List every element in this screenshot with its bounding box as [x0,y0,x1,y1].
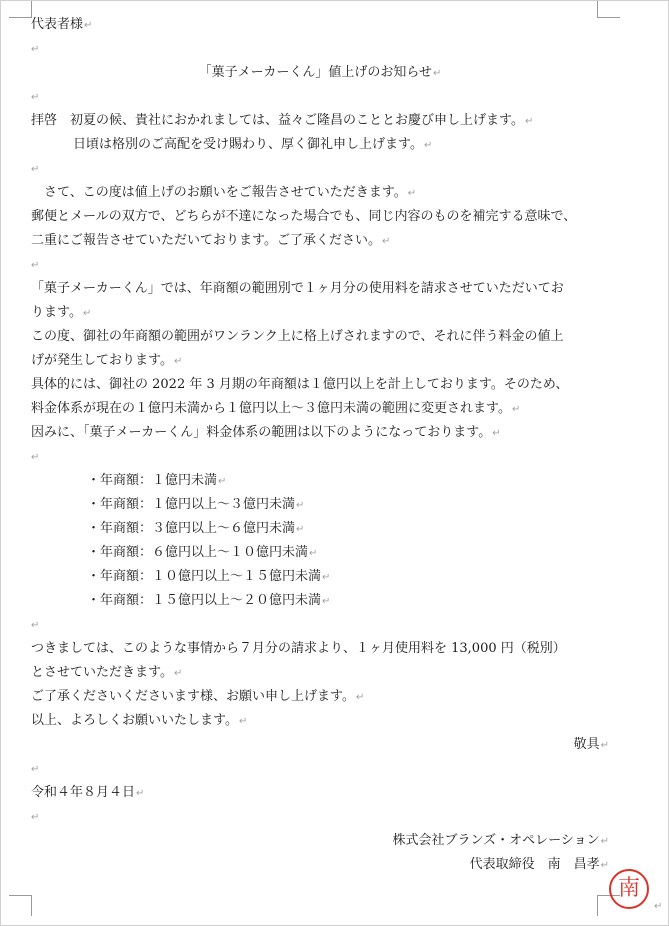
blank-line[interactable] [31,37,609,61]
closing-line[interactable] [31,733,609,757]
blank-line[interactable] [31,613,609,637]
body-text: つきましては、このような事情から７月分の請求より、１ヶ月使用料を 13,000 円（税別） [31,641,566,656]
paragraph-mark: ↵ [218,476,227,487]
greeting-text: 日頃は格別のご高配を受け賜わり、厚く御礼申し上げます。 [73,137,423,152]
paragraph-mark: ↵ [173,668,183,679]
paragraph-mark: ↵ [31,764,40,775]
body-text: 以上、よろしくお願いいたします。 [31,713,238,728]
body-text: 「菓子メーカーくん」では、年商額の範囲別で１ヶ月分の使用料を請求させていただいてお [31,281,564,296]
body-text: 料金体系が現在の１億円未満から１億円以上～３億円未満の範囲に変更されます。 [31,401,511,416]
paragraph-mark: ↵ [309,548,318,559]
tier-text: ・年商額：１５億円以上～２０億円未満 [87,593,322,608]
body-text: さて、この度は値上げのお願いをご報告させていただきます。 [31,185,407,200]
body-text: ご了承くださいくださいます様、お願い申し上げます。 [31,689,355,704]
body-line[interactable] [31,205,609,229]
body-line[interactable] [31,421,609,445]
tier-item[interactable] [31,565,609,589]
tier-item[interactable] [31,493,609,517]
paragraph-mark: ↵ [322,572,331,583]
paragraph-mark: ↵ [423,140,433,151]
tier-item[interactable] [31,469,609,493]
body-text: 因みに、「菓子メーカーくん」料金体系の範囲は以下のようになっております。 [31,425,492,440]
margin-corner-top-left [9,1,32,18]
title-text: 「菓子メーカーくん」値上げのお知らせ [198,65,432,80]
body-text: げが発生しております。 [31,353,173,368]
paragraph-mark: ↵ [296,524,305,535]
date-text: 令和４年８月４日 [31,785,136,800]
body-line[interactable] [31,325,609,349]
blank-line[interactable] [31,85,609,109]
paragraph-mark: ↵ [31,812,40,823]
blank-line[interactable] [31,253,609,277]
body-text: 郵便とメールの双方で、どちらが不達になった場合でも、同じ内容のものを補完する意味で、 [31,209,577,224]
signatory-name: 代表取締役 南 昌孝 [469,857,600,872]
body-text: 具体的には、御社の 2022 年 3 月期の年商額は１億円以上を計上しております。そのため、 [31,377,569,392]
company-name: 株式会社ブランズ・オペレーション [392,833,600,848]
body-line[interactable] [31,397,609,421]
paragraph-mark: ↵ [355,692,365,703]
paragraph-mark: ↵ [432,68,442,79]
paragraph-mark: ↵ [524,116,534,127]
paragraph-mark: ↵ [654,901,663,912]
body-line[interactable] [31,685,609,709]
document-title[interactable] [31,61,609,85]
tier-text: ・年商額：１億円以上～３億円未満 [87,497,296,512]
paragraph-mark: ↵ [82,308,92,319]
date-line[interactable] [31,781,609,805]
body-line[interactable] [31,637,609,661]
tier-text: ・年商額：１０億円以上～１５億円未満 [87,569,322,584]
paragraph-mark: ↵ [407,188,417,199]
paragraph-mark: ↵ [238,716,248,727]
tier-item[interactable] [31,541,609,565]
blank-line[interactable] [31,445,609,469]
paragraph-mark: ↵ [322,596,331,607]
body-line[interactable] [31,277,609,301]
paragraph-mark: ↵ [31,620,40,631]
paragraph-mark: ↵ [492,428,501,439]
paragraph-mark: ↵ [84,20,93,31]
body-line[interactable] [31,181,609,205]
blank-line[interactable] [31,805,609,829]
closing-text: 敬具 [573,737,600,752]
paragraph-mark: ↵ [31,260,40,271]
paragraph-mark: ↵ [600,860,609,871]
greeting-line-2[interactable] [31,133,609,157]
tier-item[interactable] [31,517,609,541]
paragraph-mark: ↵ [31,44,40,55]
addressee-text: 代表者様 [31,17,84,32]
paragraph-mark: ↵ [136,788,145,799]
body-text: この度、御社の年商額の範囲がワンランク上に格上げされますので、それに伴う料金の値上 [31,329,564,344]
paragraph-mark: ↵ [31,452,40,463]
body-line[interactable] [31,661,609,685]
body-text: 二重にご報告させていただいております。ご了承ください。 [31,233,381,248]
tier-text: ・年商額：１億円未満 [87,473,218,488]
tier-text: ・年商額：３億円以上～６億円未満 [87,521,296,536]
company-line[interactable] [31,829,609,853]
addressee[interactable] [31,13,609,37]
paragraph-mark: ↵ [31,92,40,103]
paragraph-mark: ↵ [600,740,609,751]
greeting-line-1[interactable] [31,109,609,133]
greeting-text: 拝啓 初夏の候、貴社におかれましては、益々ご隆昌のこととお慶び申し上げます。 [31,113,524,128]
paragraph-mark: ↵ [600,836,609,847]
body-line[interactable] [31,373,609,397]
paragraph-mark: ↵ [31,164,40,175]
paragraph-mark: ↵ [511,404,521,415]
paragraph-mark: ↵ [381,236,391,247]
hanko-seal: 南 [609,869,649,909]
body-line[interactable] [31,349,609,373]
blank-line[interactable] [31,757,609,781]
tier-text: ・年商額：６億円以上～１０億円未満 [87,545,309,560]
margin-corner-bottom-left [9,895,32,916]
tier-item[interactable] [31,589,609,613]
body-text: ります。 [31,305,82,320]
signatory-line[interactable] [31,853,609,877]
body-line[interactable] [31,229,609,253]
body-line[interactable] [31,709,609,733]
body-text: とさせていただきます。 [31,665,173,680]
paragraph-mark: ↵ [296,500,305,511]
paragraph-mark: ↵ [173,356,183,367]
body-line[interactable] [31,301,609,325]
blank-line[interactable] [31,157,609,181]
